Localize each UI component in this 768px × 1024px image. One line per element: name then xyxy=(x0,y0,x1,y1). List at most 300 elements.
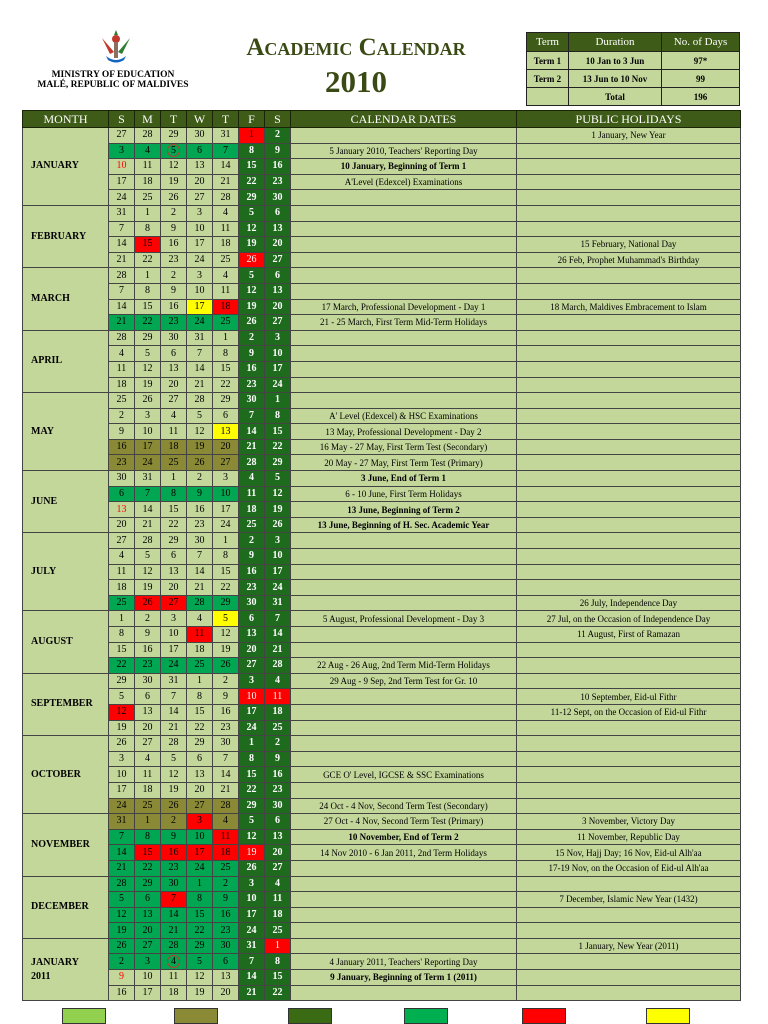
day-number: 13 xyxy=(194,768,205,780)
calendar-date-note: 4 January 2011, Teachers' Reporting Day xyxy=(291,954,517,970)
public-holiday-note xyxy=(517,471,741,487)
day-number: 27 xyxy=(220,456,231,468)
day-number: 12 xyxy=(246,285,257,297)
day-number: 17 xyxy=(116,176,127,188)
day-cell xyxy=(109,221,135,237)
day-number: 25 xyxy=(142,799,153,811)
day-col-header: F xyxy=(239,111,265,128)
day-cell xyxy=(265,533,291,549)
day-number: 3 xyxy=(197,207,202,219)
day-cell xyxy=(109,190,135,206)
day-number: 2 xyxy=(223,877,228,889)
day-number: 7 xyxy=(119,831,124,843)
day-cell xyxy=(213,876,239,892)
day-cell xyxy=(161,330,187,346)
day-number: 25 xyxy=(142,191,153,203)
day-cell xyxy=(265,455,291,471)
day-cell xyxy=(135,767,161,783)
day-cell xyxy=(265,346,291,362)
day-number: 11 xyxy=(220,285,231,297)
public-holiday-note xyxy=(517,517,741,533)
day-cell xyxy=(109,439,135,455)
day-cell xyxy=(161,860,187,876)
day-number: 6 xyxy=(171,347,176,359)
public-holiday-note xyxy=(517,190,741,206)
day-number: 19 xyxy=(142,581,153,593)
day-number: 18 xyxy=(272,908,283,920)
day-cell xyxy=(239,580,265,596)
day-number: 26 xyxy=(246,862,257,874)
week-row xyxy=(23,221,741,237)
day-cell xyxy=(187,860,213,876)
day-number: 23 xyxy=(220,924,231,936)
week-row xyxy=(23,533,741,549)
day-cell xyxy=(161,205,187,221)
day-cell xyxy=(135,190,161,206)
day-cell xyxy=(161,486,187,502)
day-cell xyxy=(213,252,239,268)
day-number: 9 xyxy=(119,971,124,983)
day-cell xyxy=(213,330,239,346)
week-row xyxy=(23,642,741,658)
day-cell xyxy=(135,814,161,830)
day-number: 13 xyxy=(272,831,283,843)
day-number: 14 xyxy=(246,425,257,437)
public-holiday-note xyxy=(517,658,741,674)
day-number: 30 xyxy=(168,877,179,889)
day-number: 20 xyxy=(142,721,153,733)
day-number: 2 xyxy=(171,815,176,827)
day-cell xyxy=(239,424,265,440)
day-cell xyxy=(109,564,135,580)
day-cell xyxy=(161,985,187,1001)
day-number: 27 xyxy=(116,534,127,546)
day-cell xyxy=(239,549,265,565)
day-number: 31 xyxy=(116,207,127,219)
legend-swatch-weekends xyxy=(288,1008,332,1024)
day-cell xyxy=(265,611,291,627)
day-number: 3 xyxy=(197,269,202,281)
day-number: 23 xyxy=(142,659,153,671)
calendar-date-note xyxy=(291,377,517,393)
day-cell xyxy=(109,330,135,346)
week-row xyxy=(23,798,741,814)
day-number: 29 xyxy=(168,534,179,546)
day-col-header: T xyxy=(161,111,187,128)
day-cell xyxy=(135,486,161,502)
day-number: 11 xyxy=(272,690,283,702)
week-row xyxy=(23,892,741,908)
day-number: 11 xyxy=(246,487,257,499)
day-number: 10 xyxy=(220,487,231,499)
day-cell xyxy=(109,627,135,643)
day-number: 15 xyxy=(246,160,257,172)
calendar-date-note xyxy=(291,330,517,346)
day-number: 17 xyxy=(220,503,231,515)
week-row xyxy=(23,159,741,175)
public-holiday-note xyxy=(517,970,741,986)
day-number: 22 xyxy=(272,441,283,453)
day-cell xyxy=(135,954,161,970)
day-number: 25 xyxy=(194,659,205,671)
day-number: 15 xyxy=(194,706,205,718)
day-cell xyxy=(213,283,239,299)
day-cell xyxy=(135,907,161,923)
day-cell xyxy=(109,658,135,674)
public-holiday-note: 18 March, Maldives Embracement to Islam xyxy=(517,299,741,315)
day-number: 15 xyxy=(142,238,153,250)
day-number: 1 xyxy=(223,534,228,546)
day-cell xyxy=(135,517,161,533)
day-cell xyxy=(213,486,239,502)
day-cell xyxy=(187,299,213,315)
day-cell xyxy=(213,190,239,206)
day-number: 23 xyxy=(116,456,127,468)
week-row xyxy=(23,299,741,315)
day-cell xyxy=(135,782,161,798)
day-number: 24 xyxy=(116,799,127,811)
day-cell xyxy=(213,237,239,253)
day-number: 19 xyxy=(246,846,257,858)
day-cell xyxy=(161,658,187,674)
day-cell xyxy=(135,361,161,377)
calendar-date-note xyxy=(291,252,517,268)
day-number: 12 xyxy=(168,160,179,172)
day-cell xyxy=(161,221,187,237)
day-cell xyxy=(109,829,135,845)
day-number: 2 xyxy=(275,737,280,749)
day-number: 3 xyxy=(197,815,202,827)
day-number: 3 xyxy=(145,955,150,967)
day-number: 10 xyxy=(116,160,127,172)
public-holiday-note xyxy=(517,923,741,939)
day-number: 22 xyxy=(272,986,283,998)
day-number: 30 xyxy=(168,332,179,344)
day-number: 14 xyxy=(116,846,127,858)
day-cell xyxy=(265,128,291,144)
month-name: SEPTEMBER xyxy=(31,698,93,710)
day-cell xyxy=(109,611,135,627)
day-cell xyxy=(239,408,265,424)
day-cell xyxy=(187,814,213,830)
day-cell xyxy=(161,736,187,752)
week-row xyxy=(23,283,741,299)
day-number: 19 xyxy=(246,300,257,312)
week-row xyxy=(23,782,741,798)
day-cell xyxy=(135,252,161,268)
day-cell xyxy=(265,517,291,533)
day-cell xyxy=(109,595,135,611)
day-number: 7 xyxy=(171,690,176,702)
day-number: 23 xyxy=(272,784,283,796)
day-cell xyxy=(213,533,239,549)
week-row xyxy=(23,595,741,611)
day-number: 1 xyxy=(197,877,202,889)
day-number: 14 xyxy=(220,768,231,780)
day-number: 3 xyxy=(249,877,254,889)
day-number: 7 xyxy=(119,222,124,234)
day-cell xyxy=(161,907,187,923)
day-cell xyxy=(161,502,187,518)
day-cell xyxy=(265,751,291,767)
day-cell xyxy=(109,361,135,377)
day-cell xyxy=(239,720,265,736)
day-cell xyxy=(187,673,213,689)
day-cell xyxy=(161,767,187,783)
day-number: 1 xyxy=(223,332,228,344)
day-number: 18 xyxy=(168,986,179,998)
day-cell xyxy=(109,860,135,876)
day-number: 22 xyxy=(220,378,231,390)
day-cell xyxy=(187,502,213,518)
day-number: 7 xyxy=(275,612,280,624)
day-cell xyxy=(135,751,161,767)
day-cell xyxy=(109,938,135,954)
day-number: 18 xyxy=(194,643,205,655)
day-cell xyxy=(187,439,213,455)
day-cell xyxy=(161,237,187,253)
day-number: 27 xyxy=(116,129,127,141)
day-number: 4 xyxy=(145,144,150,156)
day-number: 2 xyxy=(275,129,280,141)
day-cell xyxy=(265,252,291,268)
day-number: 16 xyxy=(168,300,179,312)
day-cell xyxy=(161,689,187,705)
day-number: 2 xyxy=(197,472,202,484)
day-cell xyxy=(213,393,239,409)
day-cell xyxy=(213,845,239,861)
day-cell xyxy=(213,377,239,393)
legend-swatch-term-tests xyxy=(174,1008,218,1024)
day-number: 10 xyxy=(142,971,153,983)
term-name: Term 1 xyxy=(527,52,569,70)
day-number: 21 xyxy=(116,254,127,266)
day-cell xyxy=(239,533,265,549)
calendar-date-note: 29 Aug - 9 Sep, 2nd Term Test for Gr. 10 xyxy=(291,673,517,689)
day-number: 13 xyxy=(142,908,153,920)
term-total-row xyxy=(527,88,740,106)
day-number: 2 xyxy=(249,332,254,344)
calendar-date-note xyxy=(291,393,517,409)
day-cell xyxy=(213,611,239,627)
day-number: 23 xyxy=(168,862,179,874)
day-cell xyxy=(213,549,239,565)
day-cell xyxy=(187,907,213,923)
day-cell xyxy=(187,330,213,346)
day-number: 6 xyxy=(275,269,280,281)
day-cell xyxy=(109,892,135,908)
day-number: 23 xyxy=(246,581,257,593)
day-number: 22 xyxy=(246,784,257,796)
public-holiday-note: 15 February, National Day xyxy=(517,237,741,253)
week-row xyxy=(23,907,741,923)
public-holiday-note xyxy=(517,268,741,284)
day-cell xyxy=(109,907,135,923)
day-number: 16 xyxy=(272,768,283,780)
day-number: 17 xyxy=(194,846,205,858)
day-number: 8 xyxy=(197,893,202,905)
day-cell xyxy=(135,689,161,705)
day-cell xyxy=(109,673,135,689)
day-number: 21 xyxy=(246,986,257,998)
day-number: 6 xyxy=(171,550,176,562)
public-holiday-note xyxy=(517,564,741,580)
calendar-date-note: 22 Aug - 26 Aug, 2nd Term Mid-Term Holidays xyxy=(291,658,517,674)
day-number: 12 xyxy=(246,831,257,843)
week-row xyxy=(23,627,741,643)
day-cell xyxy=(187,595,213,611)
day-number: 16 xyxy=(168,238,179,250)
day-cell xyxy=(109,845,135,861)
day-cell xyxy=(213,517,239,533)
day-number: 25 xyxy=(168,456,179,468)
day-cell xyxy=(239,471,265,487)
day-cell xyxy=(213,829,239,845)
day-number: 26 xyxy=(168,799,179,811)
day-number: 6 xyxy=(223,409,228,421)
day-number: 27 xyxy=(168,394,179,406)
day-cell xyxy=(239,221,265,237)
day-number: 4 xyxy=(223,815,228,827)
day-cell xyxy=(187,970,213,986)
day-cell xyxy=(187,627,213,643)
day-number: 13 xyxy=(272,222,283,234)
day-number: 28 xyxy=(142,129,153,141)
day-col-header: W xyxy=(187,111,213,128)
day-cell xyxy=(135,330,161,346)
day-number: 5 xyxy=(197,409,202,421)
week-row xyxy=(23,408,741,424)
day-number: 17 xyxy=(272,565,283,577)
day-cell xyxy=(265,658,291,674)
calendar-date-note: GCE O' Level, IGCSE & SSC Examinations xyxy=(291,767,517,783)
calendar-date-note: 13 May, Professional Development - Day 2 xyxy=(291,424,517,440)
week-row xyxy=(23,970,741,986)
day-cell xyxy=(187,424,213,440)
day-cell xyxy=(187,923,213,939)
day-number: 22 xyxy=(246,176,257,188)
day-cell xyxy=(213,471,239,487)
day-number: 5 xyxy=(197,955,202,967)
day-cell xyxy=(161,845,187,861)
day-number: 1 xyxy=(249,737,254,749)
day-number: 11 xyxy=(272,893,283,905)
day-number: 6 xyxy=(119,487,124,499)
day-number: 22 xyxy=(220,581,231,593)
day-cell xyxy=(187,954,213,970)
day-cell xyxy=(135,237,161,253)
day-number: 8 xyxy=(119,628,124,640)
week-row xyxy=(23,346,741,362)
day-number: 8 xyxy=(145,285,150,297)
day-number: 13 xyxy=(220,425,231,437)
day-cell xyxy=(135,377,161,393)
calendar-date-note xyxy=(291,736,517,752)
day-cell xyxy=(187,159,213,175)
day-cell xyxy=(161,159,187,175)
month-name: APRIL xyxy=(31,355,63,367)
day-number: 17 xyxy=(194,238,205,250)
day-cell xyxy=(213,892,239,908)
day-cell xyxy=(187,128,213,144)
day-number: 27 xyxy=(194,799,205,811)
calendar-date-note xyxy=(291,533,517,549)
public-holiday-note xyxy=(517,642,741,658)
day-cell xyxy=(265,627,291,643)
day-cell xyxy=(109,517,135,533)
day-cell xyxy=(161,455,187,471)
week-row xyxy=(23,455,741,471)
day-cell xyxy=(135,720,161,736)
day-number: 28 xyxy=(168,737,179,749)
calendar-date-note xyxy=(291,595,517,611)
day-cell xyxy=(187,517,213,533)
day-number: 4 xyxy=(167,955,180,968)
day-number: 7 xyxy=(197,347,202,359)
day-cell xyxy=(161,938,187,954)
day-cell xyxy=(265,377,291,393)
day-cell xyxy=(161,611,187,627)
day-number: 13 xyxy=(194,160,205,172)
duration-col-header: Duration xyxy=(568,33,661,52)
day-number: 28 xyxy=(220,799,231,811)
public-holiday-note: 11 November, Republic Day xyxy=(517,829,741,845)
day-cell xyxy=(213,221,239,237)
day-number: 30 xyxy=(194,129,205,141)
week-row xyxy=(23,361,741,377)
day-cell xyxy=(239,907,265,923)
day-number: 29 xyxy=(142,877,153,889)
day-cell xyxy=(135,315,161,331)
public-holiday-note xyxy=(517,439,741,455)
day-cell xyxy=(265,736,291,752)
day-number: 9 xyxy=(197,487,202,499)
month-col-header: MONTH xyxy=(23,111,109,128)
day-cell xyxy=(239,798,265,814)
day-cell xyxy=(109,205,135,221)
day-cell xyxy=(109,393,135,409)
day-number: 3 xyxy=(171,612,176,624)
day-cell xyxy=(161,970,187,986)
week-row xyxy=(23,517,741,533)
day-number: 14 xyxy=(168,908,179,920)
day-cell xyxy=(213,439,239,455)
day-number: 15 xyxy=(220,565,231,577)
day-cell xyxy=(187,845,213,861)
term-total-days: 196 xyxy=(662,88,740,106)
day-number: 27 xyxy=(142,737,153,749)
day-number: 14 xyxy=(272,628,283,640)
day-cell xyxy=(187,471,213,487)
day-number: 15 xyxy=(116,643,127,655)
day-cell xyxy=(213,673,239,689)
day-cell xyxy=(265,814,291,830)
day-number: 22 xyxy=(116,659,127,671)
day-cell xyxy=(161,174,187,190)
day-number: 16 xyxy=(220,908,231,920)
term-days: 99 xyxy=(662,70,740,88)
day-cell xyxy=(187,580,213,596)
day-number: 3 xyxy=(119,753,124,765)
day-cell xyxy=(213,860,239,876)
day-cell xyxy=(135,128,161,144)
month-label xyxy=(23,471,109,533)
day-cell xyxy=(239,268,265,284)
day-number: 7 xyxy=(223,144,228,156)
day-cell xyxy=(135,143,161,159)
day-number: 21 xyxy=(168,924,179,936)
day-number: 9 xyxy=(275,144,280,156)
